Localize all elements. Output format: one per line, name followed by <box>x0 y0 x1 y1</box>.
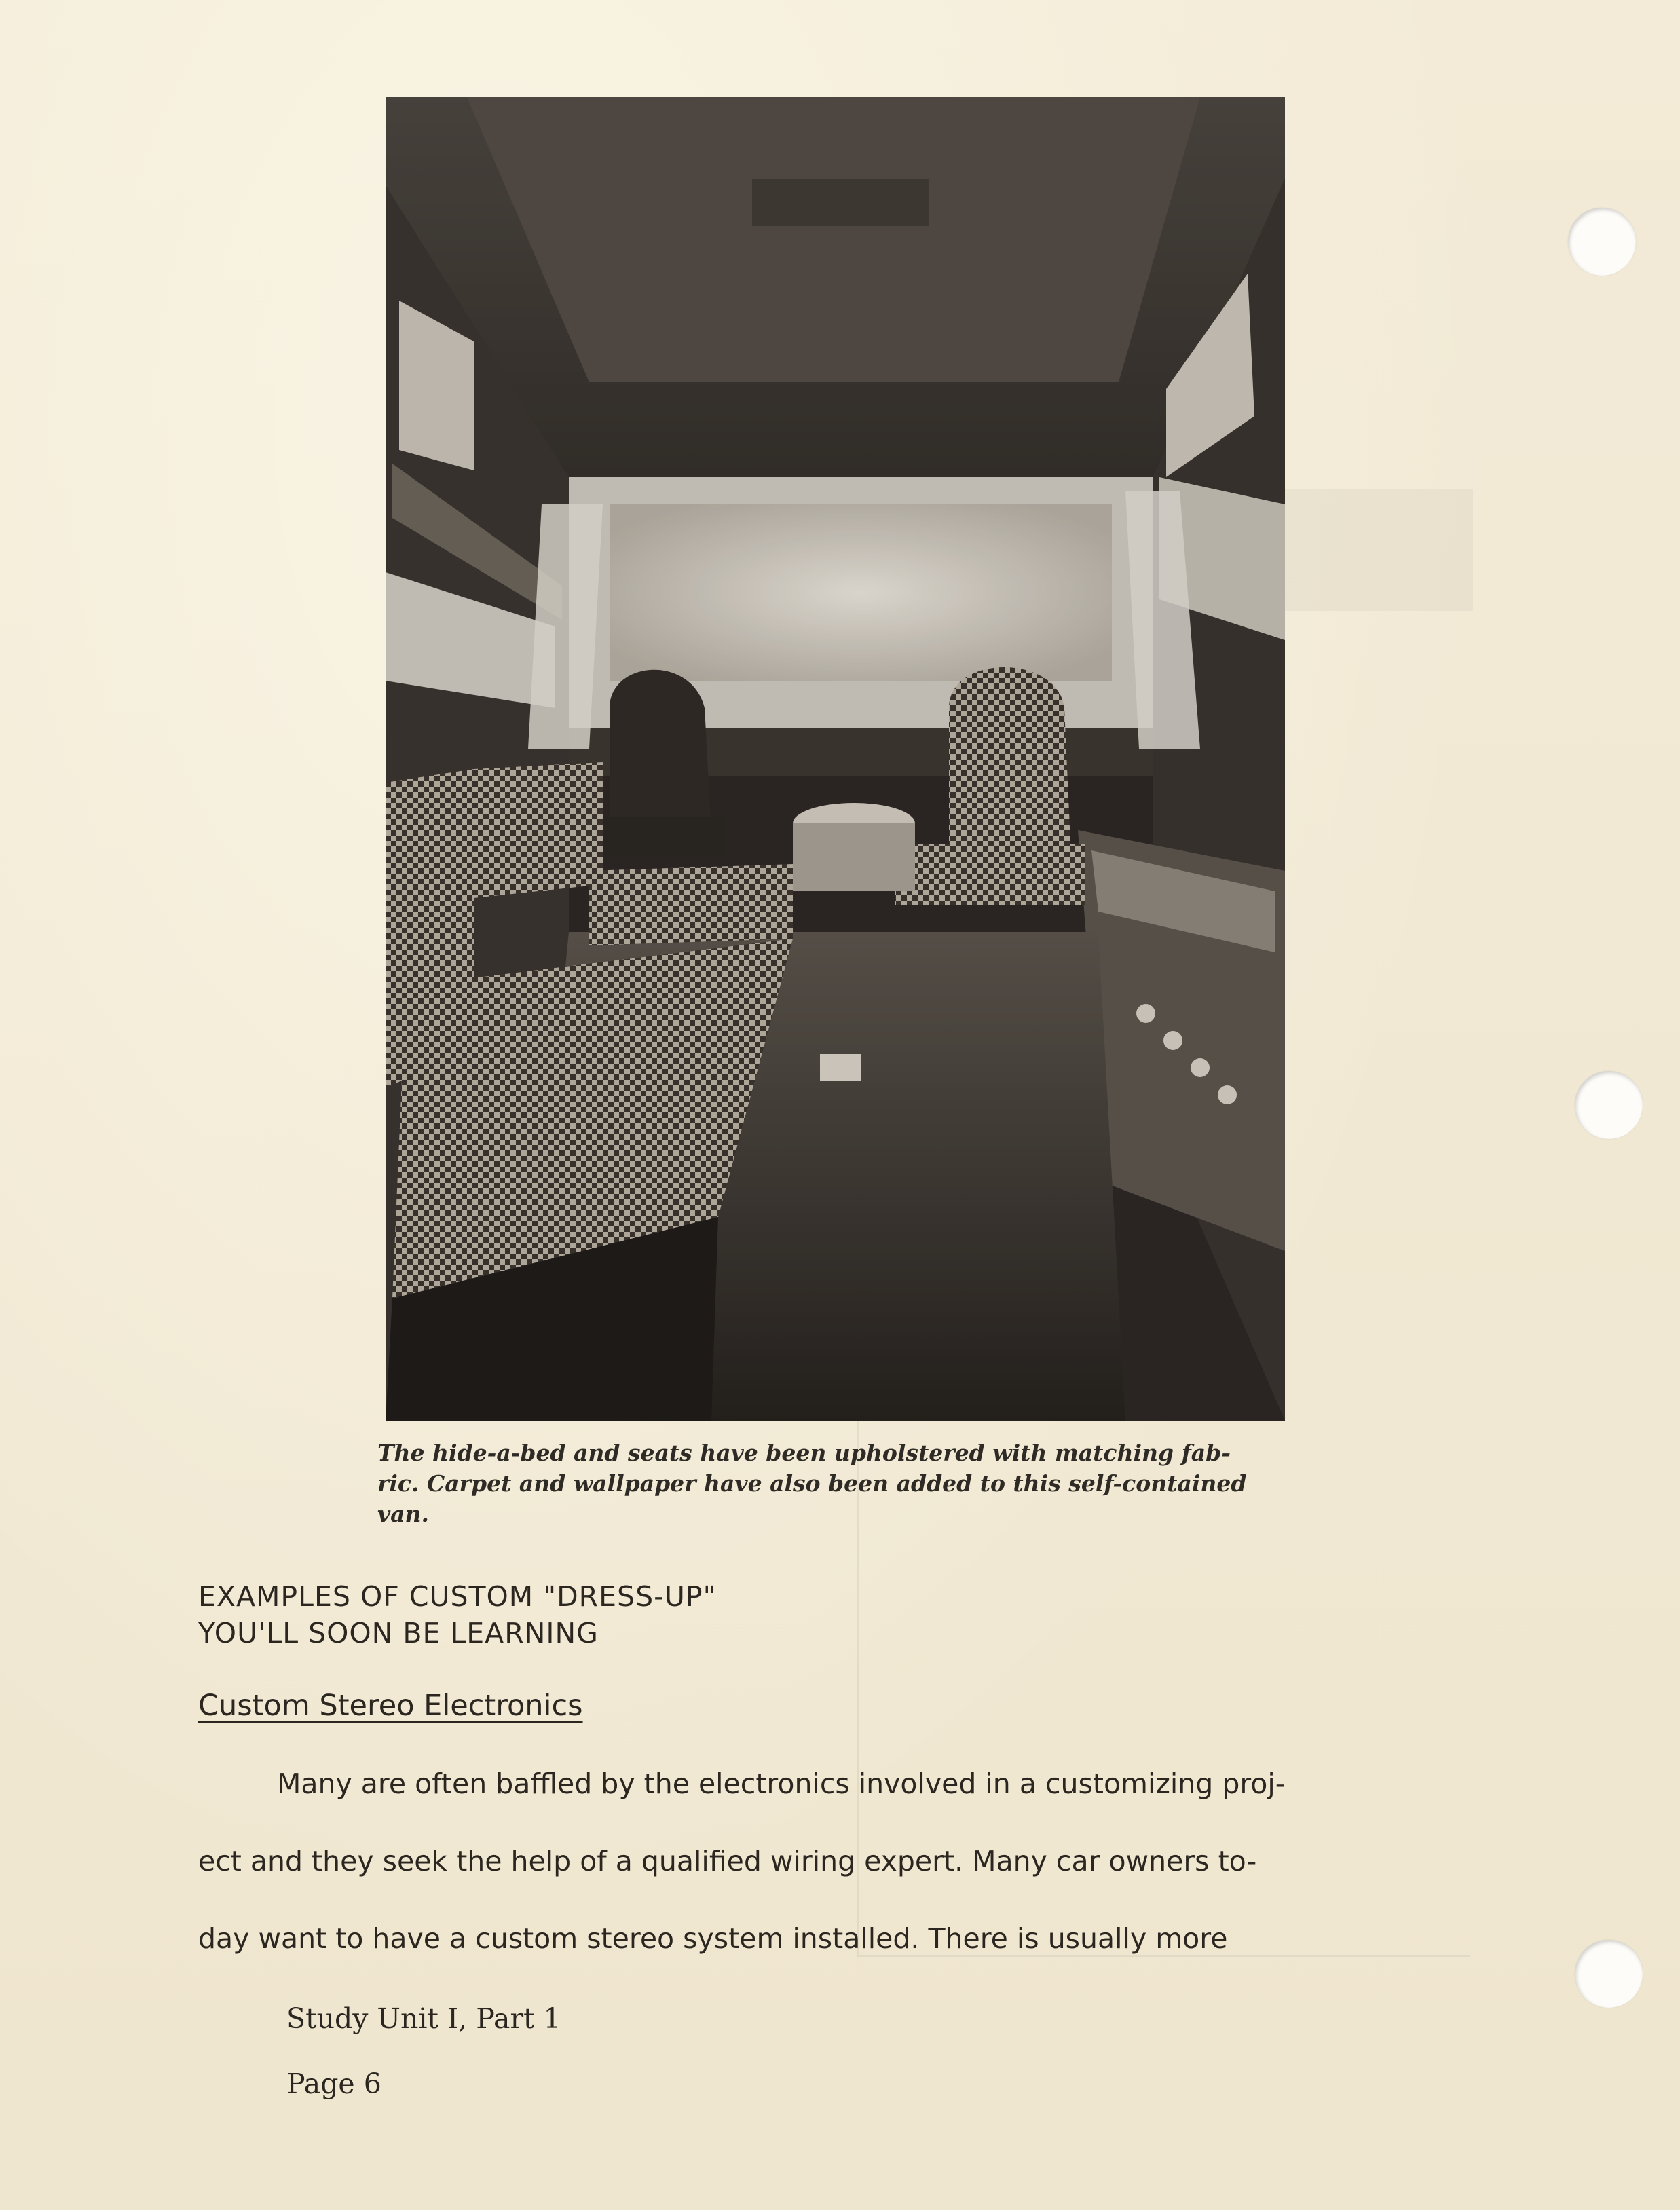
caption-line-2: ric. Carpet and wallpaper have also been added to this self-contained <box>377 1470 1247 1497</box>
subsection-heading: Custom Stereo Electronics <box>198 1689 583 1723</box>
caption-line-1: The hide-a-bed and seats have been upholstered with matching fab- <box>377 1440 1231 1466</box>
body-text-line-2: ect and they seek the help of a qualified wiring expert. Many car owners to- <box>198 1845 1257 1877</box>
section-heading-line-1: EXAMPLES OF CUSTOM "DRESS-UP" <box>198 1580 717 1613</box>
show-through-shading <box>1276 489 1473 611</box>
body-text-line-3: day want to have a custom stereo system installed. There is usually more <box>198 1922 1228 1955</box>
van-interior-photo <box>386 97 1285 1421</box>
binder-hole-bottom <box>1575 1940 1643 2008</box>
binder-hole-top <box>1568 208 1636 276</box>
footer-page-number: Page 6 <box>286 2067 381 2100</box>
van-interior-photo-icon <box>386 97 1285 1421</box>
photo-caption <box>377 1438 1301 1529</box>
section-heading-line-2: YOU'LL SOON BE LEARNING <box>198 1617 599 1649</box>
caption-line-3: van. <box>377 1501 430 1527</box>
binder-hole-middle <box>1575 1071 1643 1139</box>
footer-unit: Study Unit I, Part 1 <box>286 2002 561 2035</box>
body-text-line-1: Many are often baffled by the electronics involved in a customizing proj- <box>277 1767 1286 1800</box>
